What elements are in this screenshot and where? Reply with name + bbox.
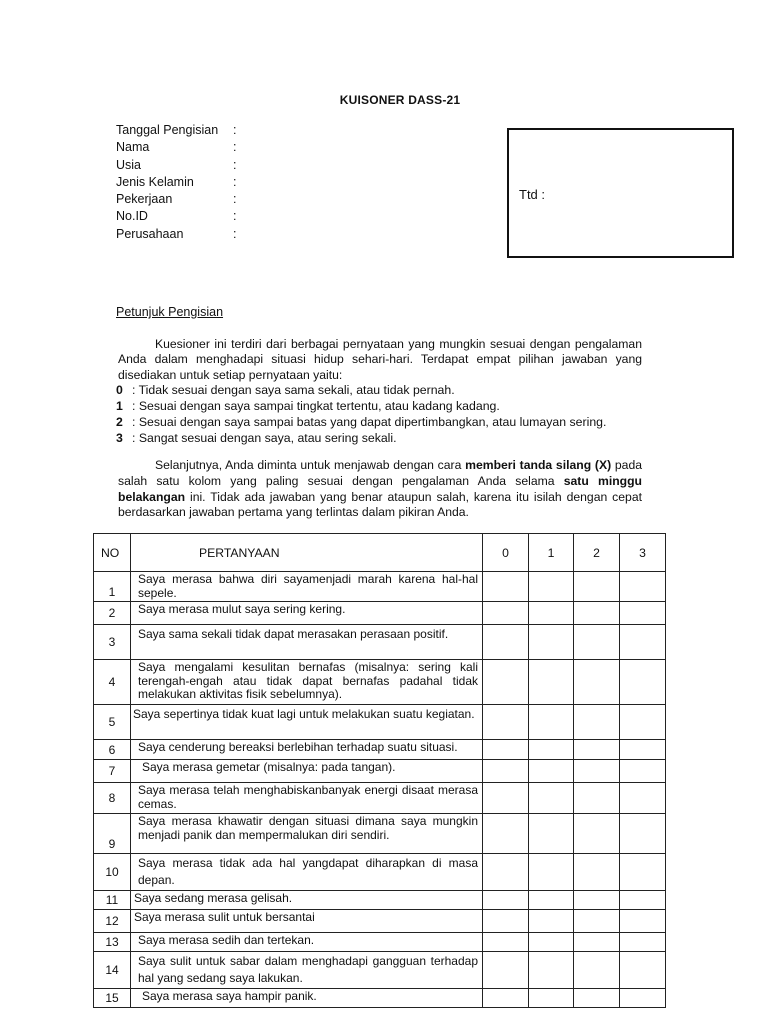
answer-cell-1[interactable] bbox=[529, 572, 574, 602]
answer-cell-1[interactable] bbox=[529, 952, 574, 989]
table-row bbox=[94, 933, 666, 952]
question-text: Saya merasa telah menghabiskanbanyak energi disaat merasa cemas. bbox=[131, 783, 483, 814]
question-text: Saya sama sekali tidak dapat merasakan perasaan positif. bbox=[131, 625, 483, 660]
header-score-3: 3 bbox=[620, 534, 666, 572]
answer-cell-1[interactable] bbox=[529, 625, 574, 660]
answer-cell-2[interactable] bbox=[574, 572, 620, 602]
row-number: 14 bbox=[94, 952, 131, 989]
scale-item: 3 : Sangat sesuai dengan saya, atau sering sekali. bbox=[116, 431, 397, 445]
answer-cell-0[interactable] bbox=[483, 910, 529, 933]
answer-cell-0[interactable] bbox=[483, 572, 529, 602]
question-text: Saya sulit untuk sabar dalam menghadapi gangguan terhadap hal yang sedang saya lakukan. bbox=[131, 952, 483, 989]
row-number: 7 bbox=[94, 760, 131, 783]
answer-cell-0[interactable] bbox=[483, 660, 529, 705]
table-row bbox=[94, 625, 666, 660]
table-row bbox=[94, 760, 666, 783]
answer-cell-0[interactable] bbox=[483, 602, 529, 625]
answer-cell-0[interactable] bbox=[483, 625, 529, 660]
table-row bbox=[94, 910, 666, 933]
answer-cell-2[interactable] bbox=[574, 660, 620, 705]
answer-cell-2[interactable] bbox=[574, 602, 620, 625]
row-number: 9 bbox=[94, 814, 131, 854]
row-number: 6 bbox=[94, 740, 131, 760]
answer-cell-2[interactable] bbox=[574, 989, 620, 1008]
answer-cell-2[interactable] bbox=[574, 740, 620, 760]
answer-cell-3[interactable] bbox=[620, 572, 666, 602]
question-text: Saya mengalami kesulitan bernafas (misalnya: sering kali terengah-engah atau tidak dapat bernafas padahal tidak melakukan aktivitas fisik sebelumnya). bbox=[131, 660, 483, 705]
answer-cell-1[interactable] bbox=[529, 602, 574, 625]
row-number: 8 bbox=[94, 783, 131, 814]
answer-cell-3[interactable] bbox=[620, 952, 666, 989]
field-no-id: No.ID : bbox=[116, 209, 237, 224]
answer-cell-1[interactable] bbox=[529, 783, 574, 814]
answer-cell-1[interactable] bbox=[529, 891, 574, 910]
table-row bbox=[94, 891, 666, 910]
signature-label: Ttd : bbox=[519, 187, 546, 202]
answer-instruction-paragraph: Selanjutnya, Anda diminta untuk menjawab dengan cara memberi tanda silang (X) pada salah satu kolom yang paling sesuai dengan pengalaman Anda selama satu minggu belakangan ini. Tidak ada jawaban yang benar ataupun salah, karena itu isilah dengan cepat berdasarkan jawaban pertama yang terlintas dalam pikiran Anda. bbox=[118, 458, 642, 520]
answer-cell-0[interactable] bbox=[483, 891, 529, 910]
instructions-title: Petunjuk Pengisian bbox=[116, 305, 224, 319]
answer-cell-2[interactable] bbox=[574, 705, 620, 740]
questionnaire-table bbox=[93, 533, 666, 1008]
answer-cell-3[interactable] bbox=[620, 989, 666, 1008]
header-score-0: 0 bbox=[483, 534, 529, 572]
answer-cell-2[interactable] bbox=[574, 952, 620, 989]
answer-cell-3[interactable] bbox=[620, 760, 666, 783]
answer-cell-1[interactable] bbox=[529, 760, 574, 783]
header-score-2: 2 bbox=[574, 534, 620, 572]
answer-cell-2[interactable] bbox=[574, 783, 620, 814]
table-row bbox=[94, 705, 666, 740]
row-number: 5 bbox=[94, 705, 131, 740]
row-number: 15 bbox=[94, 989, 131, 1008]
question-text: Saya merasa bahwa diri sayamenjadi marah karena hal-hal sepele. bbox=[131, 572, 483, 602]
row-number: 13 bbox=[94, 933, 131, 952]
answer-cell-3[interactable] bbox=[620, 660, 666, 705]
row-number: 11 bbox=[94, 891, 131, 910]
document-title: KUISONER DASS-21 bbox=[339, 93, 461, 107]
field-perusahaan: Perusahaan : bbox=[116, 226, 237, 241]
answer-cell-0[interactable] bbox=[483, 783, 529, 814]
question-text: Saya sepertinya tidak kuat lagi untuk melakukan suatu kegiatan. bbox=[131, 705, 483, 740]
identity-fields bbox=[116, 122, 236, 243]
answer-cell-0[interactable] bbox=[483, 854, 529, 891]
table-row bbox=[94, 602, 666, 625]
answer-cell-1[interactable] bbox=[529, 814, 574, 854]
question-text: Saya cenderung bereaksi berlebihan terhadap suatu situasi. bbox=[131, 740, 483, 760]
answer-cell-2[interactable] bbox=[574, 933, 620, 952]
answer-cell-1[interactable] bbox=[529, 989, 574, 1008]
scale-item: 0 : Tidak sesuai dengan saya sama sekali, atau tidak pernah. bbox=[116, 383, 455, 397]
answer-cell-3[interactable] bbox=[620, 891, 666, 910]
field-jenis-kelamin: Jenis Kelamin : bbox=[116, 174, 237, 189]
table-row bbox=[94, 660, 666, 705]
table-header-row bbox=[94, 534, 666, 572]
field-usia: Usia : bbox=[116, 157, 237, 172]
table-row bbox=[94, 740, 666, 760]
answer-cell-1[interactable] bbox=[529, 933, 574, 952]
intro-paragraph: Kuesioner ini terdiri dari berbagai pernyataan yang mungkin sesuai dengan pengalaman Anda dalam menghadapi situasi hidup sehari-hari. Terdapat empat pilihan jawaban yang disediakan untuk setiap pernyataan yaitu: bbox=[118, 337, 642, 382]
table-row bbox=[94, 952, 666, 989]
table-row bbox=[94, 989, 666, 1008]
answer-cell-0[interactable] bbox=[483, 933, 529, 952]
answer-cell-1[interactable] bbox=[529, 854, 574, 891]
answer-cell-3[interactable] bbox=[620, 814, 666, 854]
question-text: Saya sedang merasa gelisah. bbox=[131, 891, 483, 910]
answer-cell-3[interactable] bbox=[620, 602, 666, 625]
signature-box bbox=[507, 128, 734, 258]
question-text: Saya merasa mulut saya sering kering. bbox=[131, 602, 483, 625]
answer-cell-2[interactable] bbox=[574, 910, 620, 933]
row-number: 12 bbox=[94, 910, 131, 933]
answer-cell-2[interactable] bbox=[574, 760, 620, 783]
question-text: Saya merasa khawatir dengan situasi dimana saya mungkin menjadi panik dan mempermalukan diri sendiri. bbox=[131, 814, 483, 854]
answer-cell-0[interactable] bbox=[483, 740, 529, 760]
table-row bbox=[94, 783, 666, 814]
question-text: Saya merasa saya hampir panik. bbox=[131, 989, 483, 1008]
question-text: Saya merasa tidak ada hal yangdapat diharapkan di masa depan. bbox=[131, 854, 483, 891]
field-nama: Nama : bbox=[116, 140, 237, 155]
answer-cell-2[interactable] bbox=[574, 625, 620, 660]
field-tanggal-pengisian: Tanggal Pengisian : bbox=[116, 123, 237, 137]
header-no: NO bbox=[94, 534, 131, 572]
row-number: 4 bbox=[94, 660, 131, 705]
answer-cell-0[interactable] bbox=[483, 814, 529, 854]
answer-cell-3[interactable] bbox=[620, 625, 666, 660]
answer-cell-2[interactable] bbox=[574, 854, 620, 891]
row-number: 1 bbox=[94, 572, 131, 602]
answer-cell-0[interactable] bbox=[483, 989, 529, 1008]
answer-cell-3[interactable] bbox=[620, 705, 666, 740]
table-row bbox=[94, 854, 666, 891]
question-text: Saya merasa sulit untuk bersantai bbox=[131, 910, 483, 933]
table-row bbox=[94, 814, 666, 854]
answer-cell-3[interactable] bbox=[620, 740, 666, 760]
answer-cell-0[interactable] bbox=[483, 952, 529, 989]
answer-cell-0[interactable] bbox=[483, 705, 529, 740]
row-number: 3 bbox=[94, 625, 131, 660]
row-number: 2 bbox=[94, 602, 131, 625]
answer-cell-1[interactable] bbox=[529, 740, 574, 760]
row-number: 10 bbox=[94, 854, 131, 891]
answer-cell-3[interactable] bbox=[620, 783, 666, 814]
field-pekerjaan: Pekerjaan : bbox=[116, 192, 237, 207]
answer-cell-2[interactable] bbox=[574, 814, 620, 854]
question-text: Saya merasa sedih dan tertekan. bbox=[131, 933, 483, 952]
answer-cell-3[interactable] bbox=[620, 933, 666, 952]
scale-item: 1 : Sesuai dengan saya sampai tingkat tertentu, atau kadang kadang. bbox=[116, 399, 500, 413]
answer-cell-3[interactable] bbox=[620, 854, 666, 891]
answer-cell-1[interactable] bbox=[529, 910, 574, 933]
header-question: PERTANYAAN bbox=[131, 534, 483, 572]
scale-item: 2 : Sesuai dengan saya sampai batas yang dapat dipertimbangkan, atau lumayan sering. bbox=[116, 415, 607, 429]
answer-cell-1[interactable] bbox=[529, 660, 574, 705]
answer-scale bbox=[116, 382, 606, 446]
question-text: Saya merasa gemetar (misalnya: pada tangan). bbox=[131, 760, 483, 783]
answer-cell-0[interactable] bbox=[483, 760, 529, 783]
header-score-1: 1 bbox=[529, 534, 574, 572]
answer-cell-3[interactable] bbox=[620, 910, 666, 933]
answer-cell-2[interactable] bbox=[574, 891, 620, 910]
answer-cell-1[interactable] bbox=[529, 705, 574, 740]
table-row bbox=[94, 572, 666, 602]
